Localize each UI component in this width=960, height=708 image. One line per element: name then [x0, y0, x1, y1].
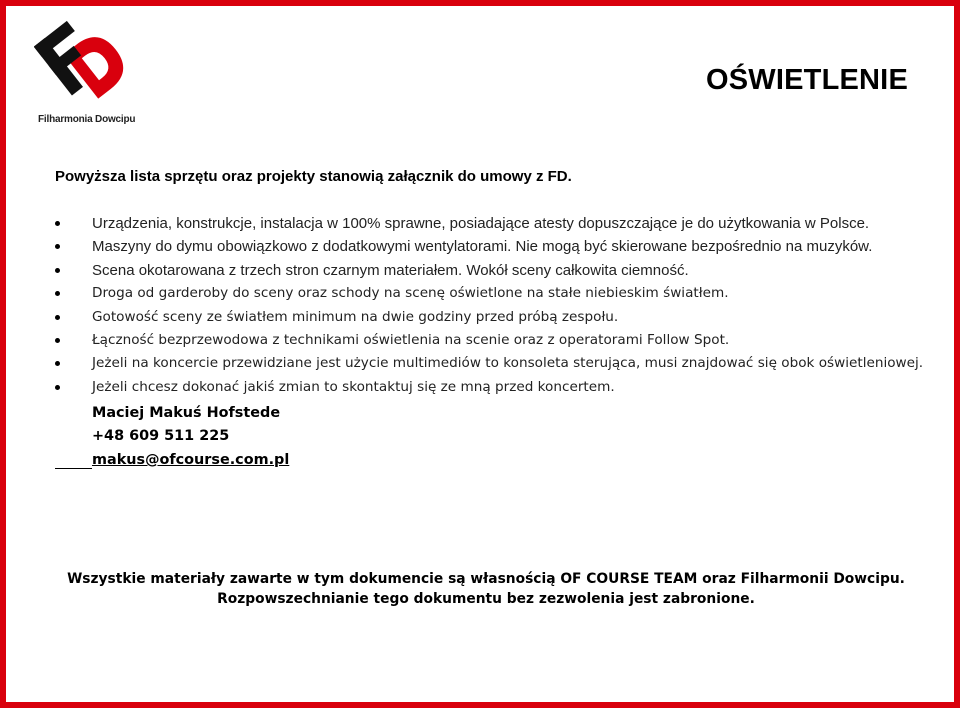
bullet-icon [55, 385, 60, 390]
list-item-text: Maszyny do dymu obowiązkowo z dodatkowymi wentylatorami. Nie mogą być skierowane bezpośrednio na muzyków. [92, 238, 873, 256]
page-title: OŚWIETLENIE [706, 64, 908, 96]
list-item-text: Jeżeli chcesz dokonać jakiś zmian to skontaktuj się ze mną przed koncertem. [92, 378, 615, 395]
bullet-icon [55, 221, 60, 226]
list-item-text: Urządzenia, konstrukcje, instalacja w 100% sprawne, posiadające atesty dopuszczające je do użytkowania w Polsce. [92, 215, 870, 232]
list-item [55, 259, 923, 282]
list-item-text: Droga od garderoby do sceny oraz schody na scenę oświetlone na stałe niebieskim światłem. [92, 285, 729, 302]
contact-phone: +48 609 511 225 [92, 428, 230, 444]
bullet-icon [55, 315, 60, 320]
email-link[interactable]: makus@ofcourse.com.pl [92, 452, 290, 468]
list-item-text: Łączność bezprzewodowa z technikami oświetlenia na scenie oraz z operatorami Follow Spot. [92, 331, 730, 348]
footer-notice [6, 569, 960, 609]
list-item [55, 352, 923, 375]
footer-line-distribution: Rozpowszechnianie tego dokumentu bez zezwolenia jest zabronione. [217, 591, 755, 607]
footer-line-ownership: Wszystkie materiały zawarte w tym dokumencie są własnością OF COURSE TEAM oraz Filharmonii Dowcipu. [67, 571, 905, 587]
logo-brand-text: Filharmonia Dowcipu [38, 114, 136, 125]
list-item-text: Jeżeli na koncercie przewidziane jest użycie multimediów to konsoleta sterująca, musi znajdować się obok oświetleniowej. [92, 355, 924, 372]
list-item [55, 282, 923, 305]
list-item-text: Scena okotarowana z trzech stron czarnym materiałem. Wokół sceny całkowita ciemność. [92, 261, 689, 279]
list-item [55, 376, 923, 399]
bullet-icon [55, 338, 60, 343]
bullet-icon [55, 291, 60, 296]
list-item [55, 306, 923, 329]
logo [34, 20, 134, 128]
fd-logo-icon [34, 20, 134, 116]
bullet-icon [55, 361, 60, 366]
requirements-list [55, 212, 923, 399]
bullet-icon [55, 268, 60, 273]
intro-text: Powyższa lista sprzętu oraz projekty stanowią załącznik do umowy z FD. [55, 168, 572, 185]
list-item [55, 235, 923, 258]
email-underline-divider [55, 468, 92, 469]
contact-email [92, 452, 289, 468]
list-item [55, 212, 923, 235]
list-item [55, 329, 923, 352]
bullet-icon [55, 244, 60, 249]
list-item-text: Gotowość sceny ze światłem minimum na dwie godziny przed próbą zespołu. [92, 308, 619, 325]
contact-name: Maciej Makuś Hofstede [92, 405, 281, 421]
